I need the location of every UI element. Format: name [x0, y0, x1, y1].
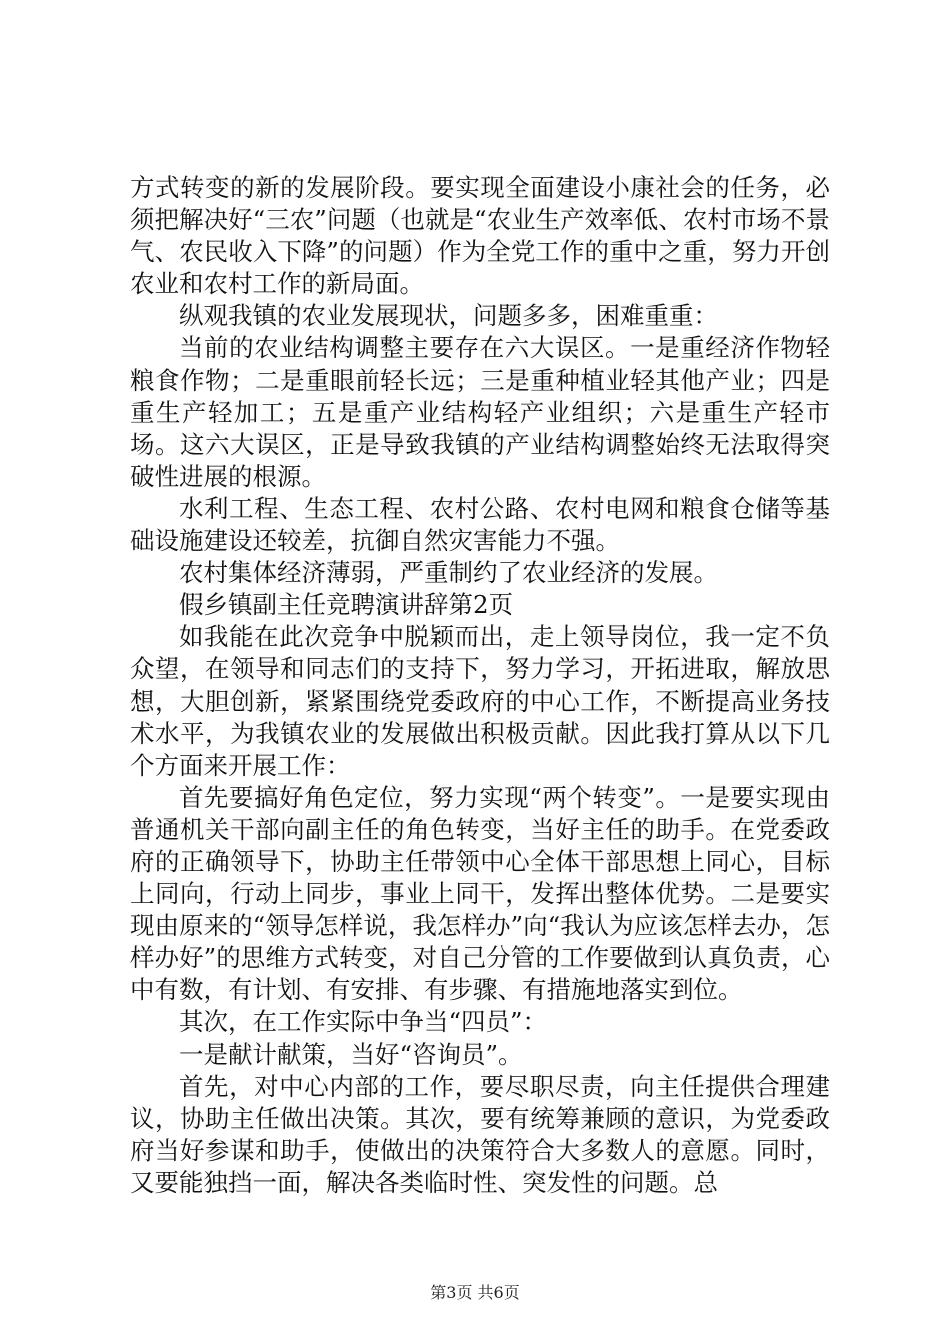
paragraph-six-misconceptions: 当前的农业结构调整主要存在六大误区。一是重经济作物轻粮食作物；二是重眼前轻长远；三是重种植业轻其他产业；四是重生产轻加工；五是重产业结构轻产业组织；六是重生产轻市场。这六大误区，正是导致我镇的产业结构调整始终无法取得突破性进展的根源。 — [130, 333, 830, 491]
paragraph-collective-economy: 农村集体经济薄弱，严重制约了农业经济的发展。 — [179, 558, 718, 588]
page-number: 第3页 共6页 — [430, 1283, 520, 1302]
paragraph-commitment: 如我能在此次竞争中脱颖而出，走上领导岗位，我一定不负众望，在领导和同志们的支持下，努力学习，开拓进取，解放思想，大胆创新，紧紧围绕党委政府的中心工作，不断提高业务技术水平，为我镇农业的发展做出积极贡献。因此我打算从以下几个方面来开展工作： — [130, 622, 830, 780]
paragraph-overview: 纵观我镇的农业发展现状，问题多多，困难重重： — [179, 301, 718, 331]
paragraph-continuation: 方式转变的新的发展阶段。要实现全面建设小康社会的任务，必须把解决好“三农”问题（也就是“农业生产效率低、农村市场不景气、农民收入下降”的问题）作为全党工作的重中之重，努力开创农业和农村工作的新局面。 — [130, 173, 830, 299]
paragraph-role-positioning: 首先要搞好角色定位，努力实现“两个转变”。一是要实现由普通机关干部向副主任的角色转变，当好主任的助手。在党委政府的正确领导下，协助主任带领中心全体干部思想上同心，目标上同向，行动上同步，事业上同干，发挥出整体优势。二是要实现由原来的“领导怎样说，我怎样办”向“我认为应该怎样去办，怎样办好”的思维方式转变，对自己分管的工作要做到认真负责，心中有数，有计划、有安排、有步骤、有措施地落实到位。 — [130, 782, 830, 1005]
body-text — [130, 172, 830, 1199]
paragraph-consultant: 一是献计献策，当好“咨询员”。 — [179, 1039, 523, 1069]
paragraph-four-roles: 其次，在工作实际中争当“四员”： — [179, 1007, 548, 1037]
paragraph-duties: 首先，对中心内部的工作，要尽职尽责，向主任提供合理建议，协助主任做出决策。其次，要有统筹兼顾的意识，为党委政府当好参谋和助手，使做出的决策符合大多数人的意愿。同时，又要能独挡一面，解决各类临时性、突发性的问题。总 — [130, 1071, 830, 1197]
paragraph-page-heading: 假乡镇副主任竞聘演讲辞第2页 — [179, 590, 514, 620]
paragraph-infrastructure: 水利工程、生态工程、农村公路、农村电网和粮食仓储等基础设施建设还较差，抗御自然灾害能力不强。 — [130, 493, 830, 556]
